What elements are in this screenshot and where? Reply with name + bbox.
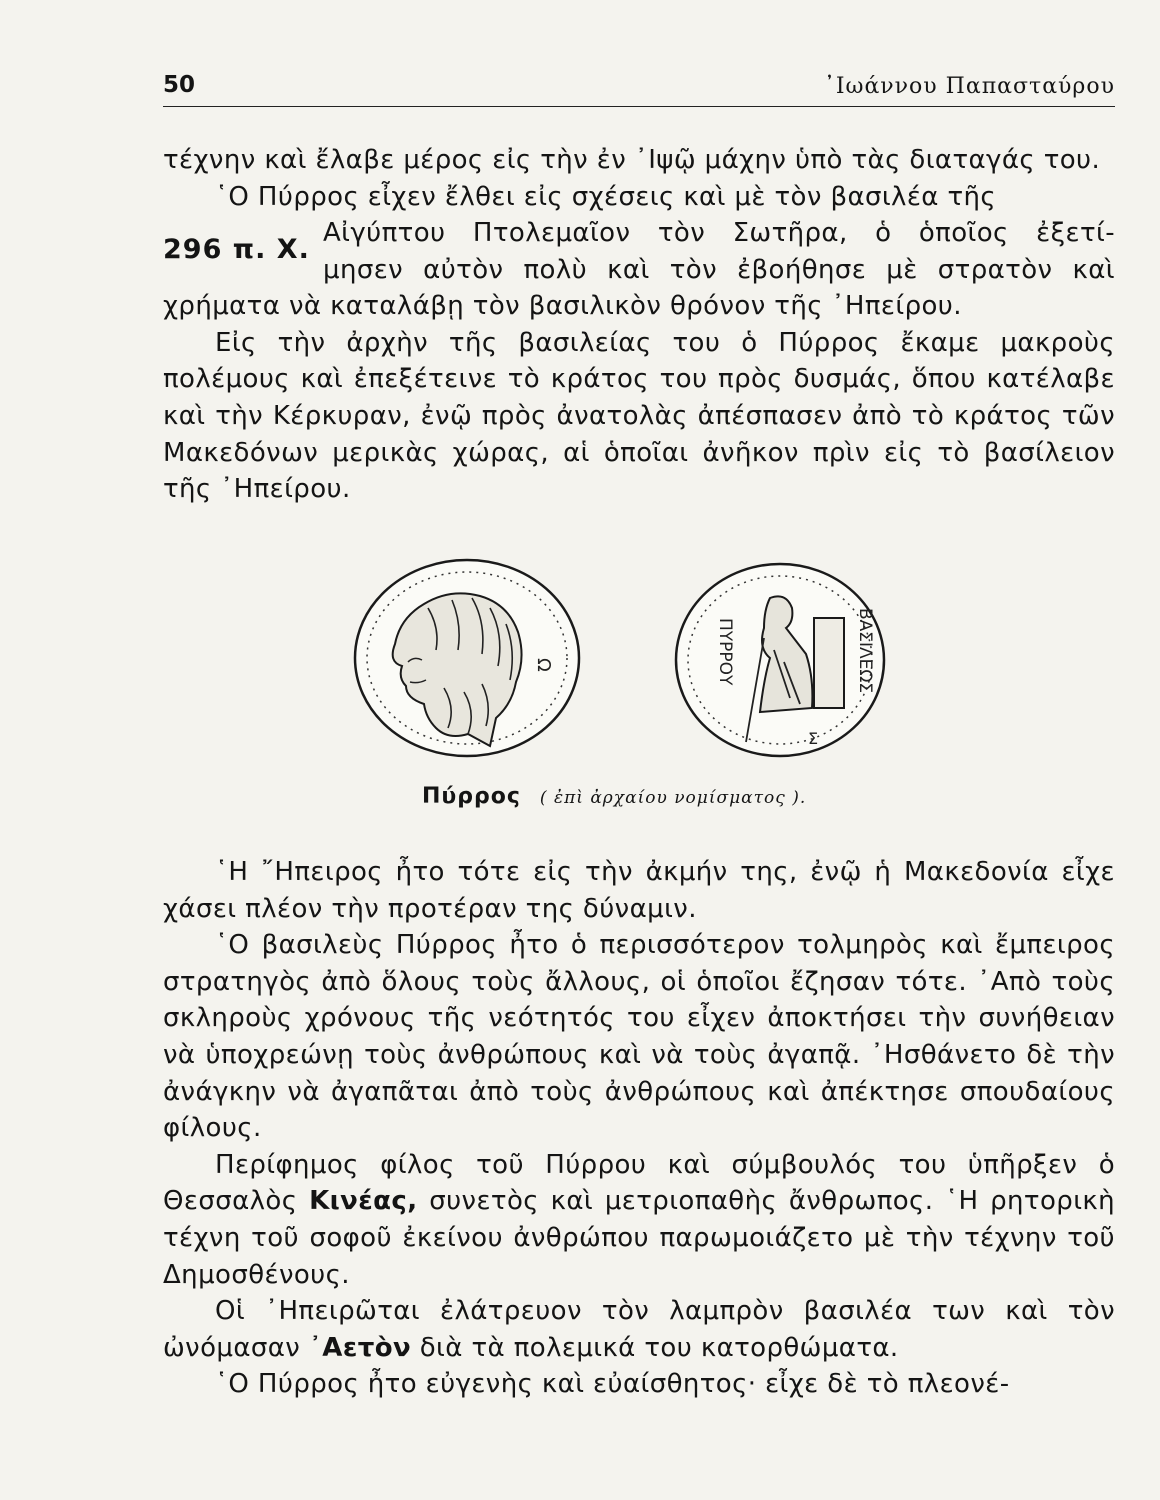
coin-reverse-exergue: Σ bbox=[808, 729, 819, 748]
paragraph: Εἰς τὴν ἀρχὴν τῆς βασιλείας του ὁ Πύρρος ἔκαμε μακροὺς πολέμους καὶ ἐπεξέτεινε τὸ κράτος του πρὸς δυσμάς, ὅπου κατέλαβε καὶ τὴν Κέρκυραν, ἐνῷ πρὸς ἀνατολὰς ἀπέσπασεν ἀπὸ τὸ κράτος τῶν Μακεδόνων μερικὰς χώρας, αἱ ὁποῖαι ἀνῆκον πρὶν εἰς τὸ βασίλειον τῆς ᾿Ηπείρου. bbox=[163, 327, 1115, 505]
figure-caption bbox=[422, 784, 922, 809]
paragraph-text: διὰ τὰ πολεμικά του κατορθώματα. bbox=[419, 1332, 899, 1363]
bold-name-aeton: ᾿Αετὸν bbox=[308, 1332, 412, 1363]
coin-reverse bbox=[676, 564, 884, 756]
caption-note: ( ἐπὶ ἀρχαίου νομίσματος ). bbox=[539, 788, 807, 808]
bold-name-kineas: Κινέας, bbox=[309, 1186, 418, 1217]
coin-illustration bbox=[340, 558, 900, 818]
paragraph-text: Περίφημος φίλος τοῦ Πύρρου καὶ σύμβουλός του ὑπῆρξεν ὁ Θεσσαλὸς bbox=[163, 1149, 1115, 1217]
page-number: 50 bbox=[163, 72, 196, 98]
paragraph-continuation: χρήματα νὰ καταλάβῃ τὸν βασιλικὸν θρόνον τῆς ᾿Ηπείρου. bbox=[163, 291, 962, 322]
margin-date: 296 π. Χ. bbox=[163, 234, 310, 266]
paragraph-text: συνετὸς καὶ μετριοπαθὴς ἄνθρωπος. ῾Η ρητορικὴ τέχνη τοῦ σοφοῦ ἐκείνου ἀνθρώπου παρωμοιάζετο μὲ τὴν τέχνην τοῦ Δημοσθένους. bbox=[163, 1186, 1115, 1290]
margin-note-row bbox=[163, 215, 1115, 288]
paragraph bbox=[163, 1147, 1115, 1293]
paragraph bbox=[163, 1293, 1115, 1366]
indented-lines bbox=[323, 215, 1115, 288]
page-header bbox=[163, 70, 1115, 107]
coin-reverse-inscription-left: ΠΥΡΡΟΥ bbox=[715, 618, 735, 686]
paragraph-text: Οἱ ᾿Ηπειρῶται ἐλάτρευον τὸν λαμπρὸν βασιλέα των καὶ τὸν ὠνόμασαν bbox=[163, 1296, 1115, 1363]
paragraph: ῾Ο βασιλεὺς Πύρρος ἦτο ὁ περισσότερον τολμηρὸς καὶ ἔμπειρος στρατηγὸς ἀπὸ ὅλους τοὺς ἄλλους, οἱ ὁποῖοι ἔζησαν τότε. ᾿Απὸ τοὺς σκληροὺς χρόνους τῆς νεότητός του εἶχεν ἀποκτήσει τὴν συνήθειαν νὰ ὑποχρεώνῃ τοὺς ἀνθρώπους καὶ νὰ τοὺς ἀγαπᾷ. ᾿Ησθάνετο δὲ τὴν ἀνάγκην νὰ ἀγαπᾶται ἀπὸ τοὺς ἀνθρώπους καὶ ἀπέκτησε σπουδαίους φίλους. bbox=[163, 930, 1115, 1144]
coin-obverse-inscription: Ω bbox=[533, 658, 554, 672]
coin-reverse-inscription-right: ΒΑΣΙΛΕΩΣ bbox=[855, 608, 875, 694]
throne bbox=[814, 618, 844, 708]
coin-obverse bbox=[355, 560, 579, 756]
paragraph-line: ῾Ο Πύρρος εἶχεν ἔλθει εἰς σχέσεις καὶ μὲ τὸν βασιλέα τῆς bbox=[215, 181, 997, 212]
paragraph: ῾Η ῎Ηπειρος ἦτο τότε εἰς τὴν ἀκμήν της, ἐνῷ ἡ Μακεδονία εἶχε χάσει πλέον τὴν προτέραν της δύναμιν. bbox=[163, 857, 1115, 924]
paragraph: τέχνην καὶ ἔλαβε μέρος εἰς τὴν ἐν ᾿Ιψῷ μάχην ὑπὸ τὰς διαταγάς του. bbox=[163, 145, 1101, 175]
text-block-bottom bbox=[163, 854, 1115, 1403]
caption-name: Πύρρος bbox=[422, 784, 521, 809]
paragraph-line: μησεν αὐτὸν πολὺ καὶ τὸν ἐβοήθησε μὲ στρατὸν καὶ bbox=[323, 254, 1115, 285]
paragraph-line: Αἰγύπτου Πτολεμαῖον τὸν Σωτῆρα, ὁ ὁποῖος ἐξετί- bbox=[323, 218, 1115, 249]
running-head: ᾿Ιωάννου Παπασταύρου bbox=[823, 74, 1115, 99]
paragraph bbox=[163, 179, 1115, 216]
text-block-top bbox=[163, 142, 1115, 508]
paragraph: ῾Ο Πύρρος ἦτο εὐγενὴς καὶ εὐαίσθητος· εἶχε δὲ τὸ πλεονέ- bbox=[215, 1369, 1010, 1400]
